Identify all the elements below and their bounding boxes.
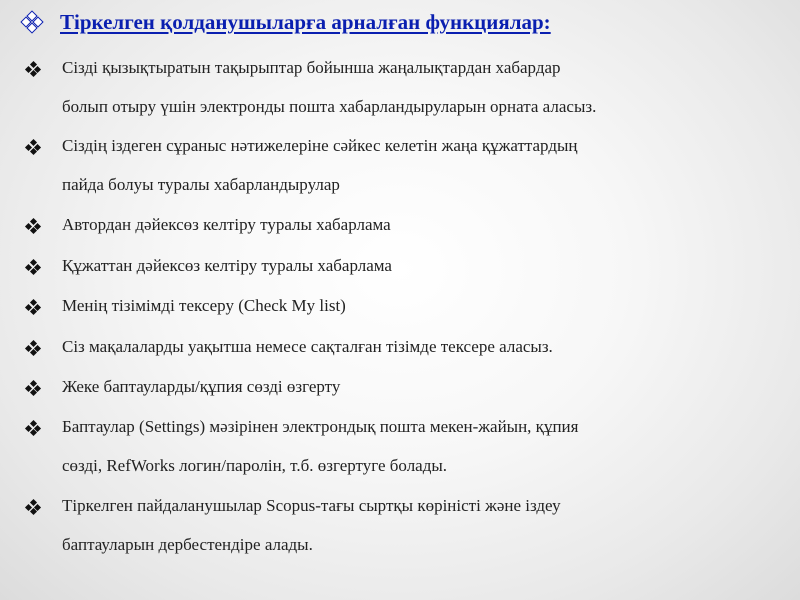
four-diamond-bullet-icon (26, 300, 40, 314)
four-diamond-bullet-icon (22, 12, 42, 32)
four-diamond-bullet-icon (26, 260, 40, 274)
list-item-line: Сізді қызықтыратын тақырыптар бойынша жаңалықтардан хабардар (62, 58, 561, 77)
list-item-line: Құжаттан дәйексөз келтіру туралы хабарлама (62, 256, 392, 275)
list-item-line: Менің тізімімді тексеру (Check My list) (62, 296, 346, 315)
list-item-text (62, 126, 762, 204)
list-item-line: Автордан дәйексөз келтіру туралы хабарлама (62, 215, 391, 234)
list-item-line: Тіркелген пайдаланушылар Scopus-тағы сыртқы көріністі және іздеу (62, 496, 561, 515)
list-item-text (62, 486, 762, 564)
list-item-text (62, 205, 762, 244)
list-item-text (62, 48, 762, 126)
list-item-text (62, 327, 762, 366)
list-item-text (62, 286, 762, 325)
list-item-line: сөзді, RefWorks логин/паролін, т.б. өзгертуге болады. (62, 456, 448, 475)
list-item-text (62, 407, 762, 485)
slide-title: Тіркелген қолданушыларға арналған функциялар: (60, 9, 551, 34)
list-item-text (62, 246, 762, 285)
four-diamond-bullet-icon (26, 341, 40, 355)
four-diamond-bullet-icon (26, 500, 40, 514)
four-diamond-bullet-icon (26, 140, 40, 154)
list-item-line: Баптаулар (Settings) мәзірінен электрондық пошта мекен-жайын, құпия (62, 417, 579, 436)
list-item-text (62, 367, 762, 406)
list-item-line: Сіздің іздеген сұраныс нәтижелеріне сәйкес келетін жаңа құжаттардың (62, 136, 578, 155)
four-diamond-bullet-icon (26, 381, 40, 395)
four-diamond-bullet-icon (26, 421, 40, 435)
list-item-line: Сіз мақалаларды уақытша немесе сақталған тізімде тексере аласыз. (62, 337, 553, 356)
four-diamond-bullet-icon (26, 62, 40, 76)
list-item-line: баптауларын дербестендіре алады. (62, 535, 313, 554)
slide-title-row (22, 6, 551, 38)
list-item-line: пайда болуы туралы хабарландырулар (62, 175, 340, 194)
list-item-line: болып отыру үшін электронды пошта хабарландыруларын орната аласыз. (62, 97, 597, 116)
list-item-line: Жеке баптауларды/құпия сөзді өзгерту (62, 377, 341, 396)
four-diamond-bullet-icon (26, 219, 40, 233)
